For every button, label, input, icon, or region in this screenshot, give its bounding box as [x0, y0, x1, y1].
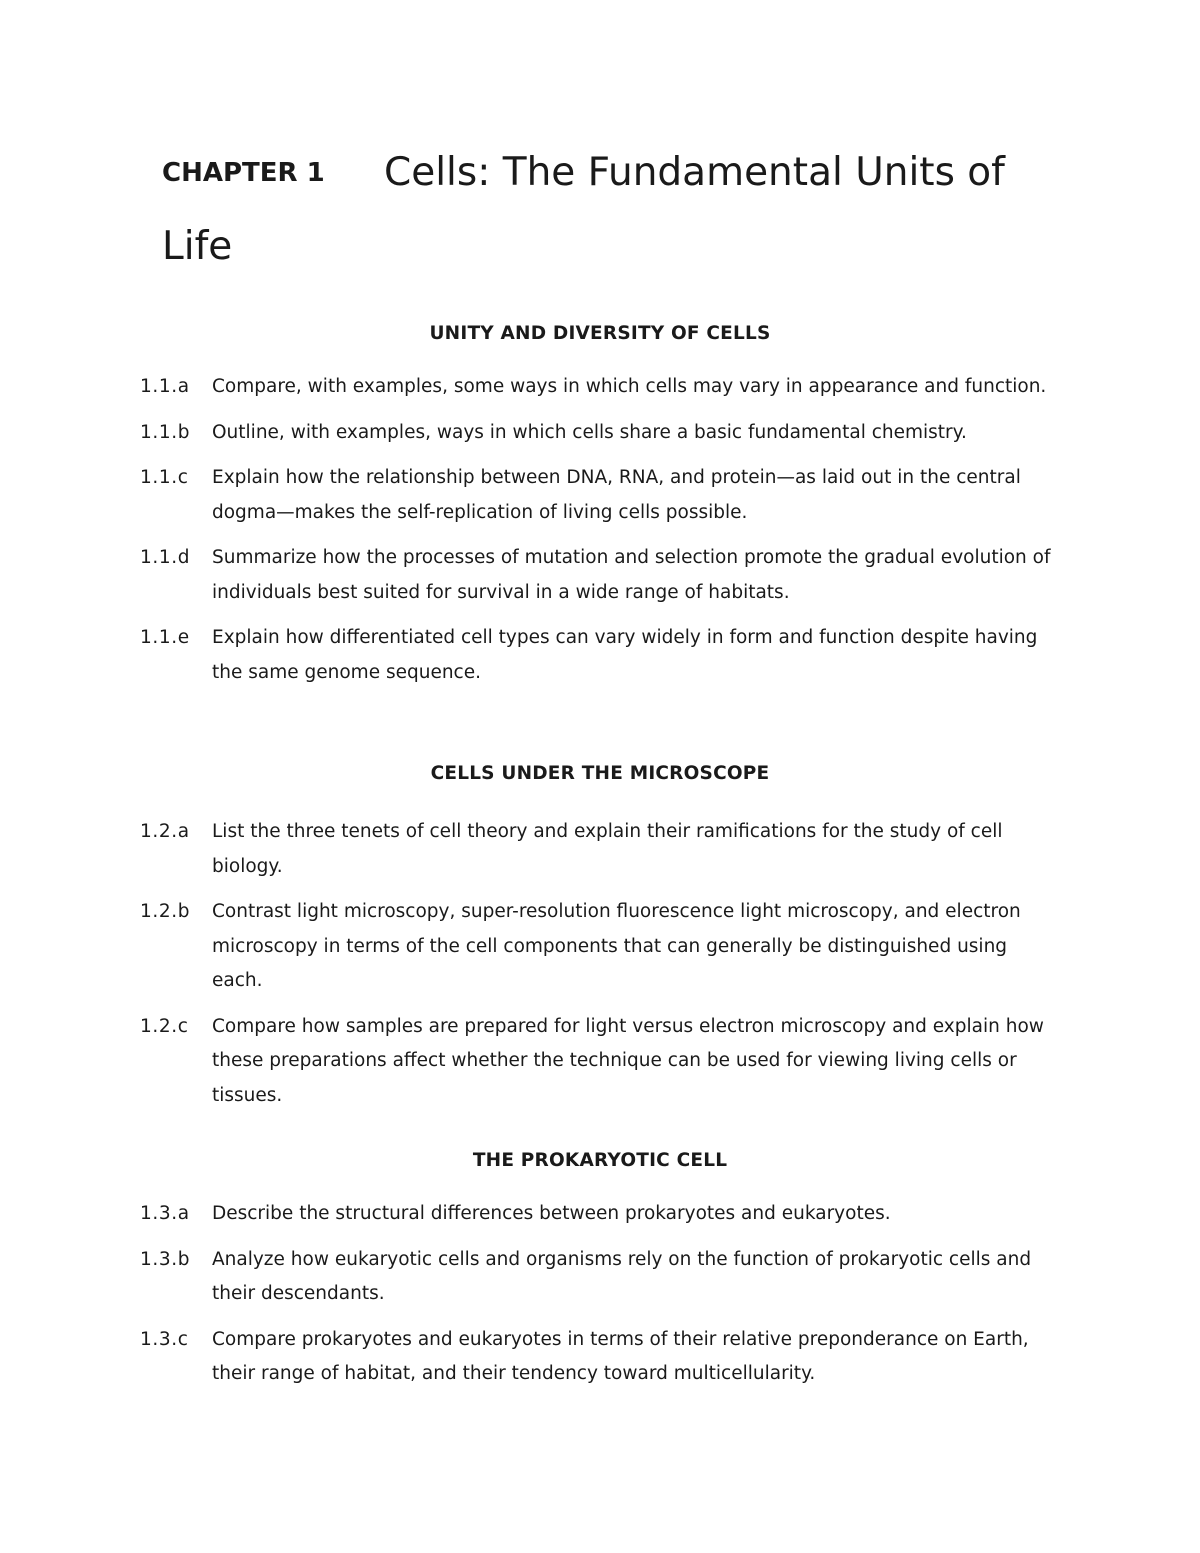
- objective-text: Outline, with examples, ways in which cells share a basic fundamental chemistry.: [212, 421, 967, 443]
- objective-number: 1.1.a: [140, 376, 190, 397]
- objective-item: [140, 895, 1060, 999]
- chapter-title-text: Cells: The Fundamental Units of Life: [162, 150, 1005, 269]
- objective-number: 1.1.e: [140, 627, 190, 648]
- objective-item: [140, 1197, 1060, 1232]
- objective-list: [140, 370, 1060, 690]
- objective-text: Compare, with examples, some ways in which cells may vary in appearance and function.: [212, 376, 1047, 397]
- objective-text: List the three tenets of cell theory and explain their ramifications for the study of cell biology.: [212, 821, 1003, 877]
- objective-item: [140, 370, 1060, 405]
- objective-item: [140, 621, 1060, 690]
- objective-list: [140, 815, 1060, 1113]
- chapter-heading: [162, 138, 1062, 282]
- section-cells-microscope: [140, 763, 1060, 1124]
- objective-number: 1.1.b: [140, 421, 191, 443]
- objective-item: [140, 1323, 1060, 1392]
- objective-item: [140, 815, 1060, 884]
- objective-number: 1.3.c: [140, 1328, 189, 1350]
- objective-number: 1.1.c: [140, 467, 189, 488]
- objective-text: Explain how the relationship between DNA, RNA, and protein—as laid out in the central dogma—makes the self-replication of living cells possible.: [212, 467, 1021, 523]
- objective-item: [140, 461, 1060, 530]
- objective-text: Contrast light microscopy, super-resolution fluorescence light microscopy, and electron microscopy in terms of the cell components that can generally be distinguished using each.: [212, 901, 1021, 991]
- objective-number: 1.2.a: [140, 821, 190, 842]
- section-heading: UNITY AND DIVERSITY OF CELLS: [429, 323, 771, 344]
- section-heading: THE PROKARYOTIC CELL: [472, 1150, 728, 1171]
- objective-number: 1.2.c: [140, 1015, 189, 1037]
- objective-number: 1.3.a: [140, 1203, 190, 1224]
- objective-item: [140, 541, 1060, 610]
- objective-number: 1.2.b: [140, 901, 191, 922]
- objective-text: Compare how samples are prepared for light versus electron microscopy and explain how these preparations affect whether the technique can be used for viewing living cells or tissues.: [212, 1015, 1044, 1106]
- objective-list: [140, 1197, 1060, 1392]
- objective-number: 1.1.d: [140, 547, 191, 568]
- section-unity-diversity: [140, 323, 1060, 701]
- objective-number: 1.3.b: [140, 1248, 191, 1270]
- objective-text: Describe the structural differences between prokaryotes and eukaryotes.: [212, 1203, 891, 1224]
- section-heading: CELLS UNDER THE MICROSCOPE: [430, 763, 770, 784]
- objective-item: [140, 416, 1060, 451]
- section-prokaryotic-cell: [140, 1150, 1060, 1403]
- objective-text: Summarize how the processes of mutation and selection promote the gradual evolution of individuals best suited for survival in a wide range of habitats.: [212, 547, 1051, 603]
- objective-text: Analyze how eukaryotic cells and organisms rely on the function of prokaryotic cells and their descendants.: [212, 1248, 1032, 1304]
- objective-text: Explain how differentiated cell types can vary widely in form and function despite having the same genome sequence.: [212, 627, 1038, 683]
- objective-item: [140, 1243, 1060, 1312]
- objective-text: Compare prokaryotes and eukaryotes in terms of their relative preponderance on Earth, their range of habitat, and their tendency toward multicellularity.: [212, 1328, 1029, 1384]
- objective-item: [140, 1010, 1060, 1114]
- chapter-label: CHAPTER 1: [162, 158, 325, 188]
